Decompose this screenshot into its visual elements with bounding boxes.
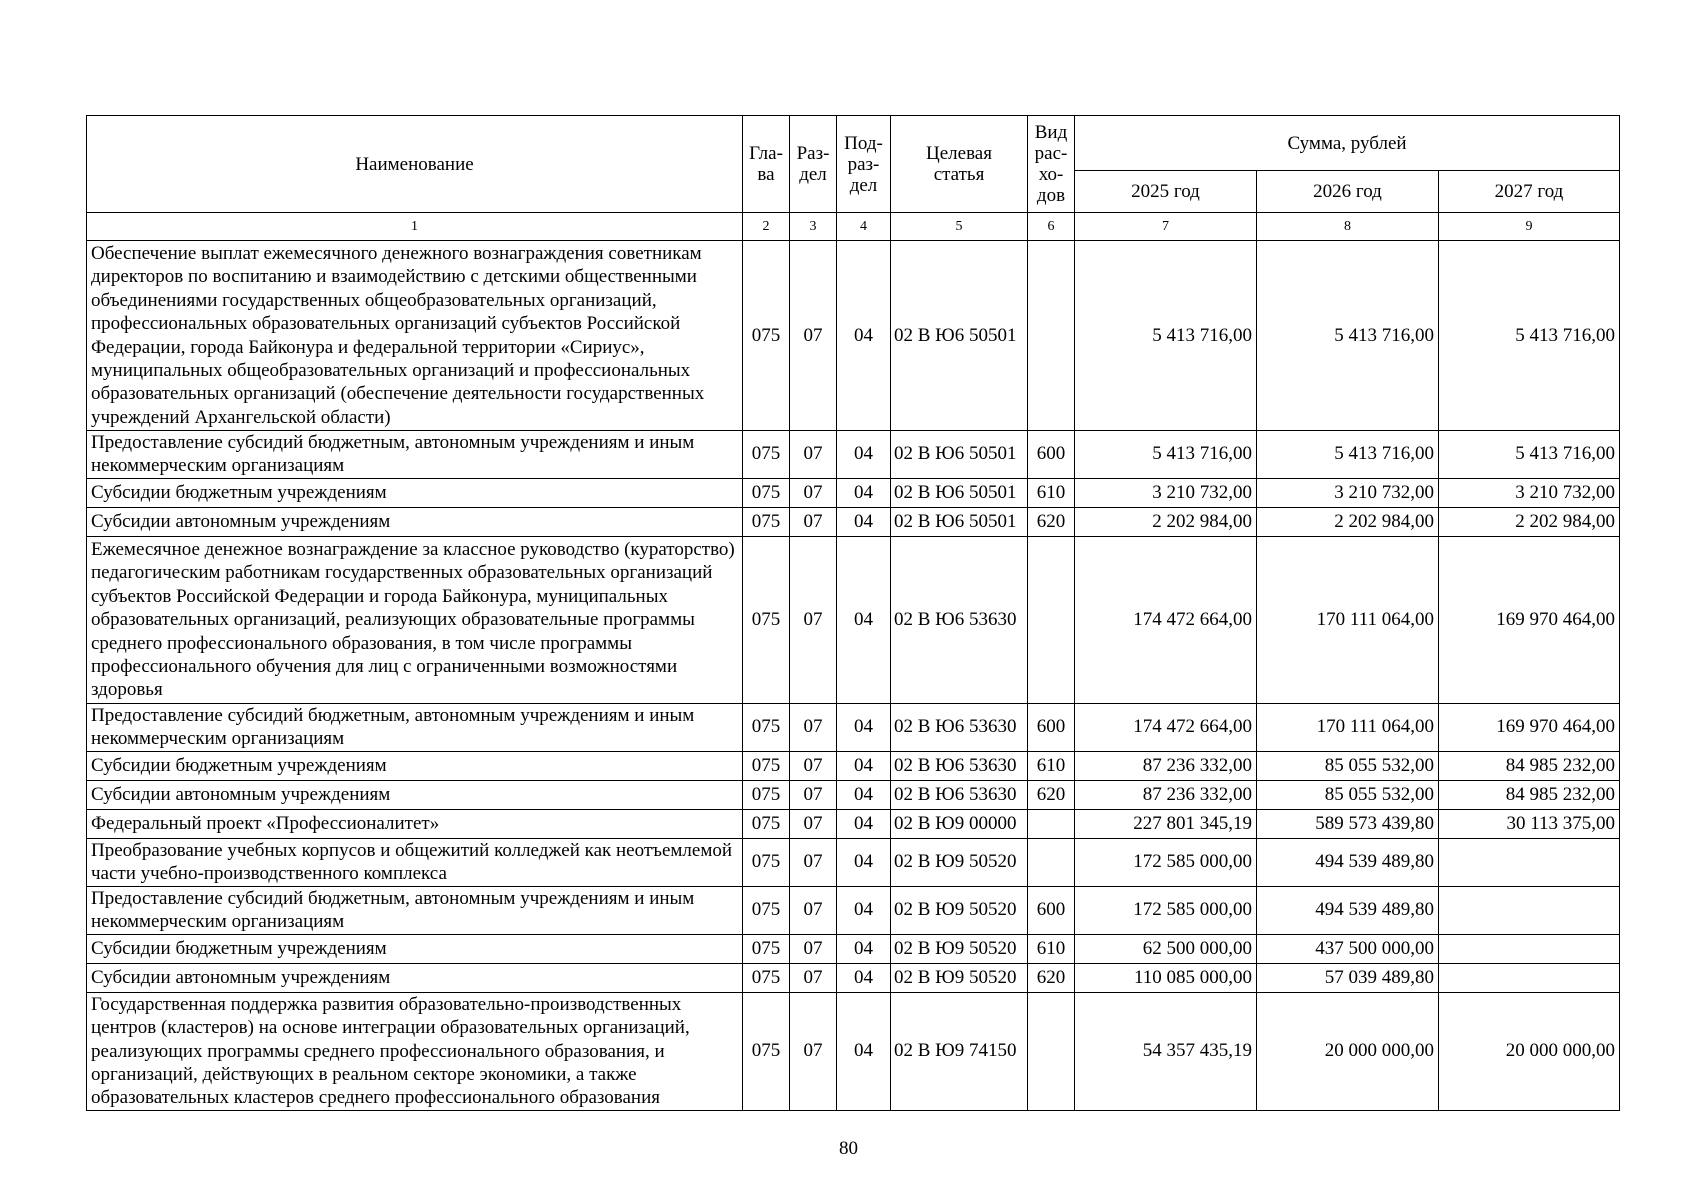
- header-target-article: Целевая статья: [891, 116, 1028, 213]
- row-glava: 075: [743, 838, 790, 886]
- row-sum-2027: [1439, 934, 1620, 963]
- row-glava: 075: [743, 507, 790, 536]
- header-year-2026: 2026 год: [1257, 171, 1439, 213]
- row-sum-2025: 172 585 000,00: [1075, 838, 1257, 886]
- row-glava: 075: [743, 780, 790, 809]
- row-expense-type: 610: [1028, 751, 1075, 780]
- row-glava: 075: [743, 703, 790, 751]
- row-name: Преобразование учебных корпусов и общежитий колледжей как неотъемлемой части учебно-производственного комплекса: [87, 838, 743, 886]
- row-glava: 075: [743, 431, 790, 479]
- row-expense-type: 620: [1028, 780, 1075, 809]
- column-numbers-row: [87, 213, 1620, 241]
- table-row: [87, 241, 1620, 431]
- row-glava: 075: [743, 886, 790, 934]
- row-glava: 075: [743, 536, 790, 703]
- row-target-article: 02 В Ю6 53630: [891, 751, 1028, 780]
- row-target-article: 02 В Ю9 50520: [891, 963, 1028, 992]
- row-podrazdel: 04: [837, 838, 891, 886]
- row-name: Субсидии бюджетным учреждениям: [87, 478, 743, 507]
- row-sum-2026: 170 111 064,00: [1257, 536, 1439, 703]
- table-row: [87, 478, 1620, 507]
- row-target-article: 02 В Ю6 53630: [891, 780, 1028, 809]
- row-sum-2026: 5 413 716,00: [1257, 241, 1439, 431]
- row-target-article: 02 В Ю9 74150: [891, 992, 1028, 1110]
- row-target-article: 02 В Ю6 50501: [891, 431, 1028, 479]
- row-podrazdel: 04: [837, 934, 891, 963]
- row-sum-2026: 85 055 532,00: [1257, 780, 1439, 809]
- row-razdel: 07: [790, 431, 837, 479]
- row-glava: 075: [743, 934, 790, 963]
- table-row: [87, 780, 1620, 809]
- row-sum-2027: 169 970 464,00: [1439, 536, 1620, 703]
- column-number: 9: [1439, 213, 1620, 241]
- row-razdel: 07: [790, 703, 837, 751]
- row-glava: 075: [743, 478, 790, 507]
- row-sum-2026: 437 500 000,00: [1257, 934, 1439, 963]
- row-expense-type: 600: [1028, 703, 1075, 751]
- row-razdel: 07: [790, 751, 837, 780]
- budget-table: [86, 115, 1620, 1111]
- row-sum-2027: 84 985 232,00: [1439, 780, 1620, 809]
- row-podrazdel: 04: [837, 536, 891, 703]
- row-name: Предоставление субсидий бюджетным, автономным учреждениям и иным некоммерческим организациям: [87, 703, 743, 751]
- column-number: 2: [743, 213, 790, 241]
- row-podrazdel: 04: [837, 751, 891, 780]
- header-podrazdel: Под- раз- дел: [837, 116, 891, 213]
- row-glava: 075: [743, 809, 790, 838]
- header-name: Наименование: [87, 116, 743, 213]
- row-sum-2027: 2 202 984,00: [1439, 507, 1620, 536]
- row-sum-2025: 3 210 732,00: [1075, 478, 1257, 507]
- row-sum-2026: 3 210 732,00: [1257, 478, 1439, 507]
- row-sum-2027: 169 970 464,00: [1439, 703, 1620, 751]
- table-row: [87, 963, 1620, 992]
- row-target-article: 02 В Ю6 50501: [891, 478, 1028, 507]
- row-expense-type: 600: [1028, 431, 1075, 479]
- row-name: Предоставление субсидий бюджетным, автономным учреждениям и иным некоммерческим организациям: [87, 886, 743, 934]
- table-row: [87, 886, 1620, 934]
- row-name: Предоставление субсидий бюджетным, автономным учреждениям и иным некоммерческим организациям: [87, 431, 743, 479]
- row-sum-2025: 5 413 716,00: [1075, 431, 1257, 479]
- row-expense-type: 610: [1028, 934, 1075, 963]
- row-name: Государственная поддержка развития образовательно-производственных центров (кластеров) на основе интеграции образовательных организаций, реализующих программы среднего профессионального образования, и организаций, действующих в реальном секторе экономики, а также образовательных кластеров среднего профессионального образования: [87, 992, 743, 1110]
- header-year-2025: 2025 год: [1075, 171, 1257, 213]
- row-target-article: 02 В Ю9 50520: [891, 886, 1028, 934]
- row-podrazdel: 04: [837, 992, 891, 1110]
- row-sum-2025: 227 801 345,19: [1075, 809, 1257, 838]
- row-razdel: 07: [790, 963, 837, 992]
- row-name: Субсидии бюджетным учреждениям: [87, 751, 743, 780]
- row-name: Федеральный проект «Профессионалитет»: [87, 809, 743, 838]
- page-number: 80: [839, 1138, 858, 1159]
- row-sum-2025: 62 500 000,00: [1075, 934, 1257, 963]
- row-sum-2026: 2 202 984,00: [1257, 507, 1439, 536]
- row-target-article: 02 В Ю6 53630: [891, 703, 1028, 751]
- row-expense-type: [1028, 241, 1075, 431]
- row-podrazdel: 04: [837, 886, 891, 934]
- row-sum-2027: 5 413 716,00: [1439, 431, 1620, 479]
- row-name: Субсидии автономным учреждениям: [87, 963, 743, 992]
- table-row: [87, 809, 1620, 838]
- row-razdel: 07: [790, 536, 837, 703]
- row-sum-2027: [1439, 838, 1620, 886]
- row-target-article: 02 В Ю9 00000: [891, 809, 1028, 838]
- row-expense-type: 620: [1028, 507, 1075, 536]
- header-year-2027: 2027 год: [1439, 171, 1620, 213]
- column-number: 6: [1028, 213, 1075, 241]
- column-number: 3: [790, 213, 837, 241]
- row-sum-2026: 589 573 439,80: [1257, 809, 1439, 838]
- header-sum: Сумма, рублей: [1075, 116, 1620, 171]
- row-sum-2027: [1439, 886, 1620, 934]
- row-expense-type: 620: [1028, 963, 1075, 992]
- row-sum-2025: 174 472 664,00: [1075, 703, 1257, 751]
- row-razdel: 07: [790, 934, 837, 963]
- row-sum-2026: 57 039 489,80: [1257, 963, 1439, 992]
- row-name: Ежемесячное денежное вознаграждение за классное руководство (кураторство) педагогическим работникам государственных образовательных организаций субъектов Российской Федерации и города Байконура, муниципальных образовательных организаций, реализующих образовательные программы среднего профессионального образования, в том числе программы профессионального обучения для лиц с ограниченными возможностями здоровья: [87, 536, 743, 703]
- row-expense-type: [1028, 809, 1075, 838]
- row-sum-2027: 3 210 732,00: [1439, 478, 1620, 507]
- header-expense-type: Вид рас- хо- дов: [1028, 116, 1075, 213]
- row-sum-2026: 85 055 532,00: [1257, 751, 1439, 780]
- header-glava: Гла- ва: [743, 116, 790, 213]
- row-name: Субсидии бюджетным учреждениям: [87, 934, 743, 963]
- row-razdel: 07: [790, 809, 837, 838]
- table-row: [87, 703, 1620, 751]
- row-sum-2027: 5 413 716,00: [1439, 241, 1620, 431]
- row-glava: 075: [743, 241, 790, 431]
- table-row: [87, 934, 1620, 963]
- row-podrazdel: 04: [837, 478, 891, 507]
- row-glava: 075: [743, 751, 790, 780]
- row-podrazdel: 04: [837, 963, 891, 992]
- row-expense-type: 600: [1028, 886, 1075, 934]
- row-razdel: 07: [790, 992, 837, 1110]
- row-sum-2025: 172 585 000,00: [1075, 886, 1257, 934]
- row-razdel: 07: [790, 478, 837, 507]
- table-row: [87, 751, 1620, 780]
- row-expense-type: [1028, 536, 1075, 703]
- column-number: 8: [1257, 213, 1439, 241]
- row-razdel: 07: [790, 780, 837, 809]
- row-name: Субсидии автономным учреждениям: [87, 507, 743, 536]
- row-sum-2027: [1439, 963, 1620, 992]
- row-target-article: 02 В Ю6 53630: [891, 536, 1028, 703]
- row-podrazdel: 04: [837, 241, 891, 431]
- row-razdel: 07: [790, 838, 837, 886]
- row-sum-2025: 5 413 716,00: [1075, 241, 1257, 431]
- row-sum-2027: 20 000 000,00: [1439, 992, 1620, 1110]
- row-target-article: 02 В Ю9 50520: [891, 934, 1028, 963]
- table-row: [87, 431, 1620, 479]
- row-target-article: 02 В Ю6 50501: [891, 507, 1028, 536]
- row-sum-2025: 2 202 984,00: [1075, 507, 1257, 536]
- row-podrazdel: 04: [837, 703, 891, 751]
- row-podrazdel: 04: [837, 780, 891, 809]
- row-sum-2026: 5 413 716,00: [1257, 431, 1439, 479]
- row-razdel: 07: [790, 886, 837, 934]
- row-sum-2025: 110 085 000,00: [1075, 963, 1257, 992]
- row-expense-type: 610: [1028, 478, 1075, 507]
- row-sum-2025: 54 357 435,19: [1075, 992, 1257, 1110]
- row-sum-2025: 174 472 664,00: [1075, 536, 1257, 703]
- row-sum-2025: 87 236 332,00: [1075, 751, 1257, 780]
- table-row: [87, 992, 1620, 1110]
- row-razdel: 07: [790, 507, 837, 536]
- row-sum-2026: 494 539 489,80: [1257, 838, 1439, 886]
- row-name: Обеспечение выплат ежемесячного денежного вознаграждения советникам директоров по воспитанию и взаимодействию с детскими общественными объединениями государственных общеобразовательных организаций, профессиональных образовательных организаций субъектов Российской Федерации, города Байконура и федеральной территории «Сириус», муниципальных общеобразовательных организаций и профессиональных образовательных организаций (обеспечение деятельности государственных учреждений Архангельской области): [87, 241, 743, 431]
- table-row: [87, 536, 1620, 703]
- row-podrazdel: 04: [837, 809, 891, 838]
- header-razdel: Раз- дел: [790, 116, 837, 213]
- row-glava: 075: [743, 992, 790, 1110]
- row-target-article: 02 В Ю9 50520: [891, 838, 1028, 886]
- row-sum-2026: 20 000 000,00: [1257, 992, 1439, 1110]
- row-expense-type: [1028, 838, 1075, 886]
- table-row: [87, 507, 1620, 536]
- row-glava: 075: [743, 963, 790, 992]
- row-razdel: 07: [790, 241, 837, 431]
- row-podrazdel: 04: [837, 431, 891, 479]
- column-number: 5: [891, 213, 1028, 241]
- column-number: 7: [1075, 213, 1257, 241]
- row-podrazdel: 04: [837, 507, 891, 536]
- row-sum-2025: 87 236 332,00: [1075, 780, 1257, 809]
- row-target-article: 02 В Ю6 50501: [891, 241, 1028, 431]
- row-sum-2027: 84 985 232,00: [1439, 751, 1620, 780]
- row-name: Субсидии автономным учреждениям: [87, 780, 743, 809]
- column-number: 4: [837, 213, 891, 241]
- row-sum-2027: 30 113 375,00: [1439, 809, 1620, 838]
- row-sum-2026: 170 111 064,00: [1257, 703, 1439, 751]
- table-row: [87, 838, 1620, 886]
- row-sum-2026: 494 539 489,80: [1257, 886, 1439, 934]
- row-expense-type: [1028, 992, 1075, 1110]
- column-number: 1: [87, 213, 743, 241]
